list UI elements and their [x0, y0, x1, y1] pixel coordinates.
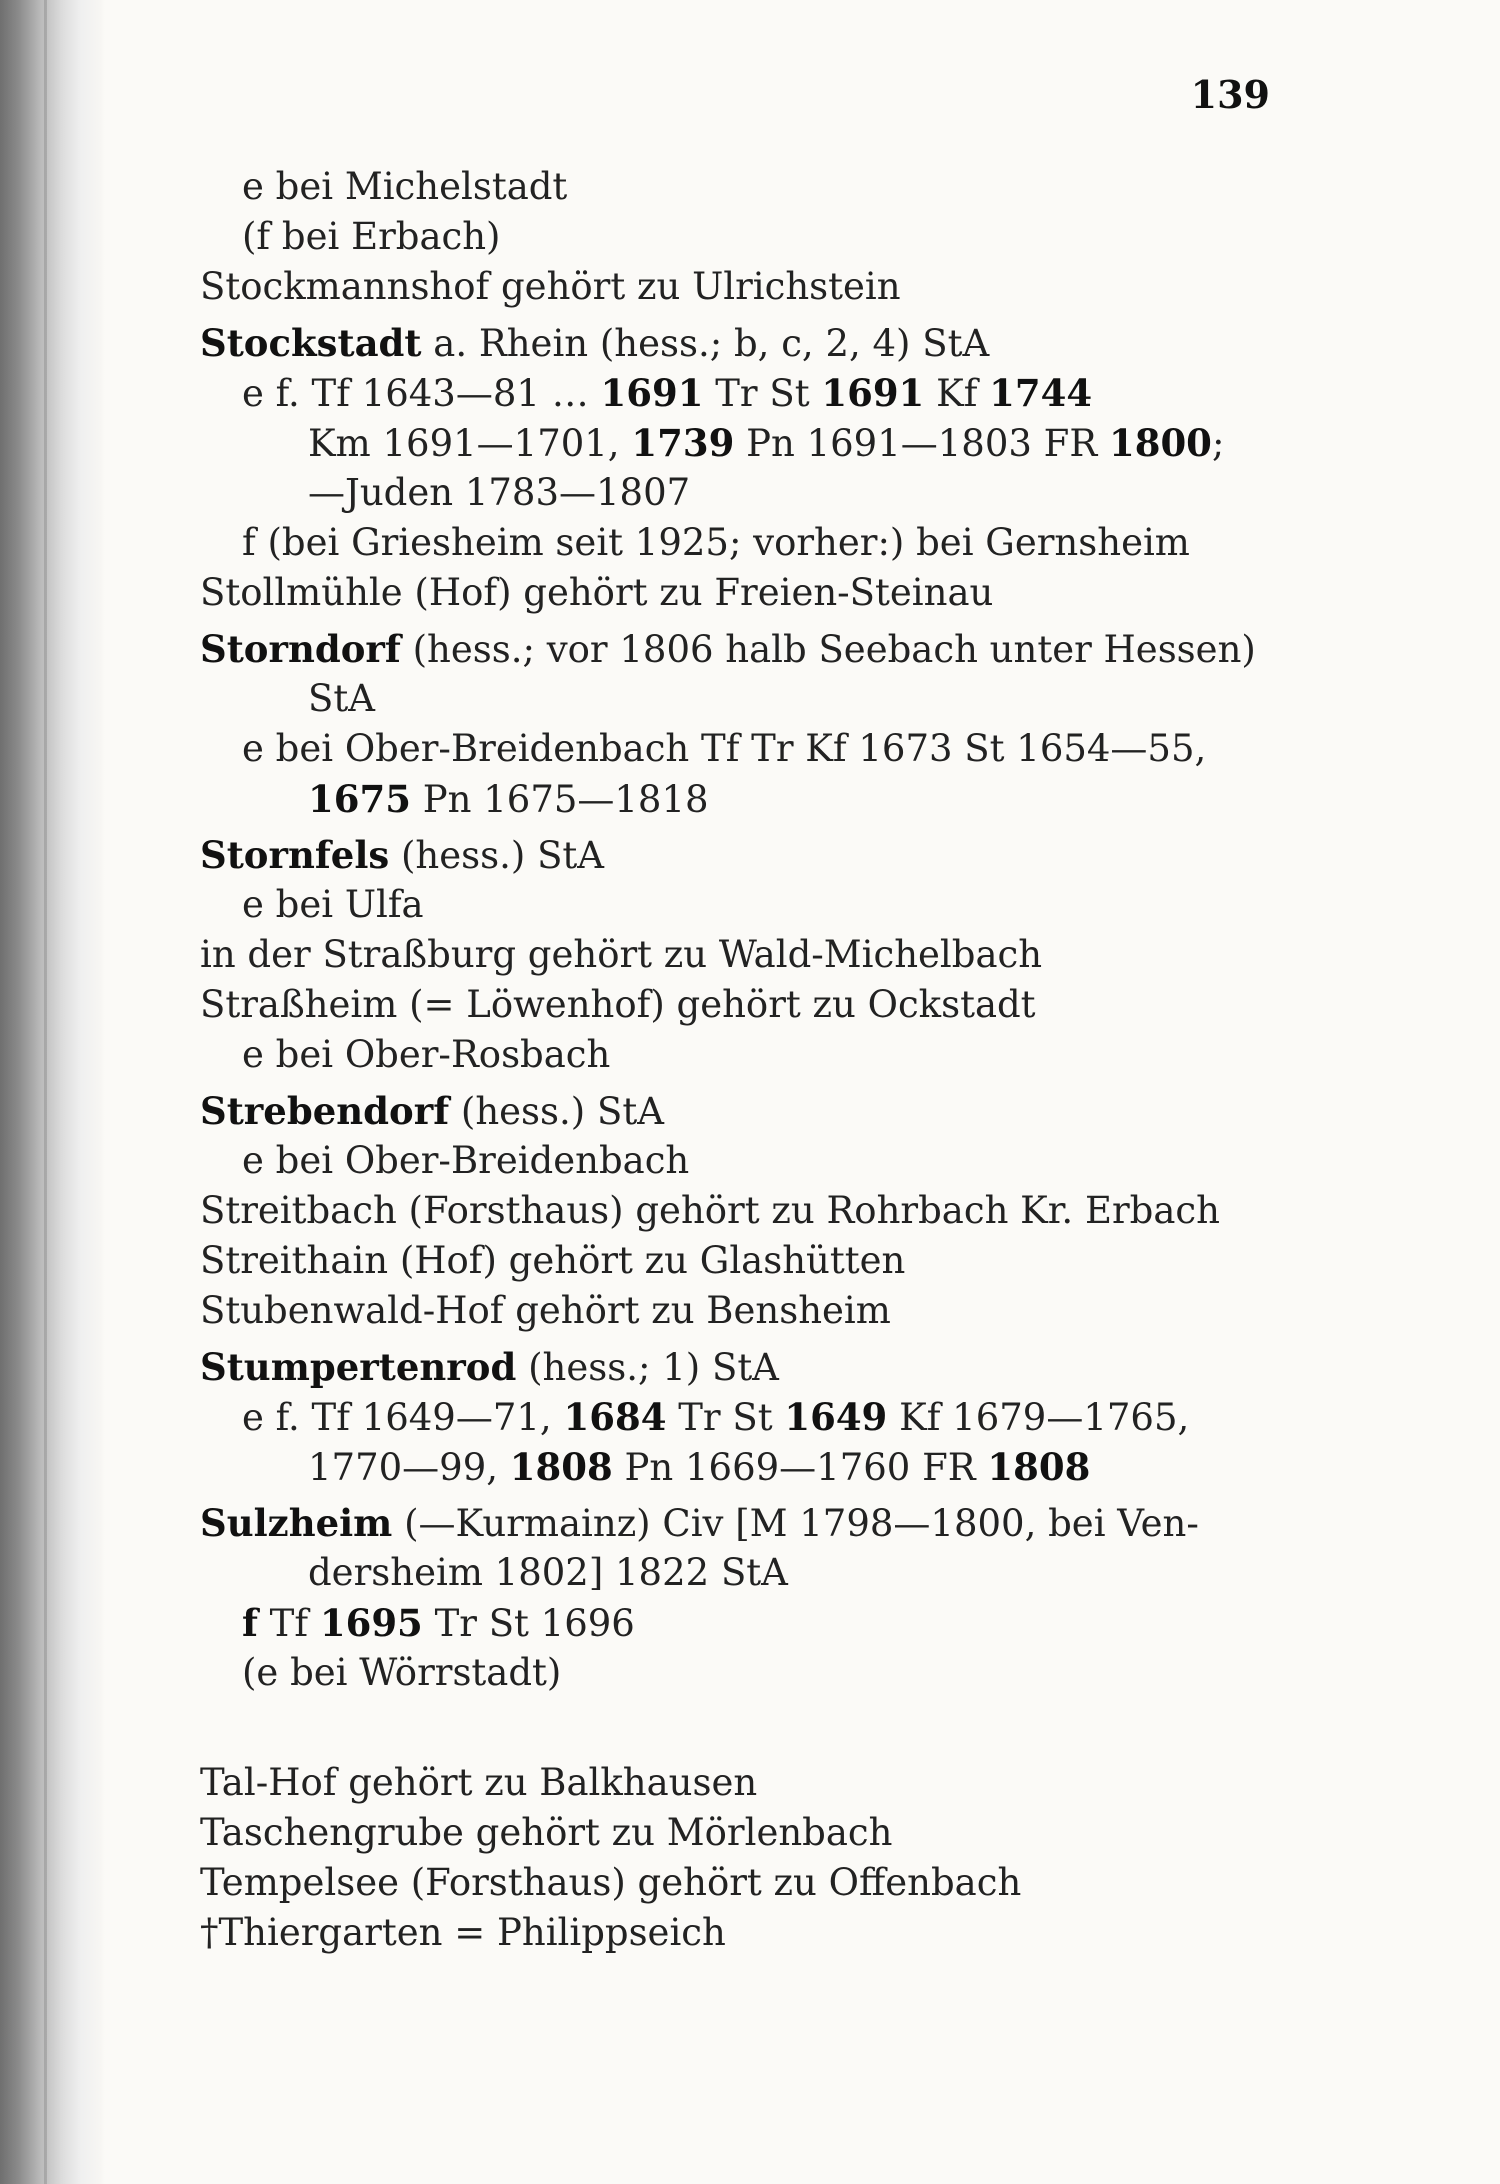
text-run: a. Rhein (hess.; b, c, 2, 4) StA: [421, 322, 990, 365]
bold-text: f: [242, 1601, 258, 1645]
text-line: [200, 674, 1280, 724]
bold-text: Storndorf: [200, 627, 401, 671]
text-run: Pn 1669—1760 FR: [612, 1446, 988, 1489]
bold-text: 1808: [509, 1445, 613, 1489]
text-run: Stockmannshof gehört zu Ulrichstein: [200, 265, 901, 308]
text-run: e bei Ober-Breidenbach: [242, 1139, 690, 1182]
text-line: [200, 1442, 1280, 1492]
bold-text: 1684: [563, 1395, 667, 1439]
text-run: in der Straßburg gehört zu Wald-Michelbach: [200, 933, 1043, 976]
text-run: Pn 1691—1803 FR: [734, 422, 1109, 465]
text-line: [200, 1086, 1280, 1136]
text-line: [200, 1498, 1280, 1548]
bold-text: 1695: [319, 1601, 423, 1645]
text-run: f (bei Griesheim seit 1925; vorher:) bei Gernsheim: [242, 521, 1190, 564]
text-line: [200, 1286, 1280, 1336]
text-line: [200, 830, 1280, 880]
text-run: e bei Ober-Rosbach: [242, 1033, 611, 1076]
bold-text: Strebendorf: [200, 1089, 450, 1133]
bold-text: 1649: [784, 1395, 888, 1439]
bold-text: 1808: [987, 1445, 1091, 1489]
text-line: [200, 1648, 1280, 1698]
bold-text: 1800: [1108, 421, 1212, 465]
bold-text: 1691: [600, 371, 704, 415]
text-line: [200, 1598, 1280, 1648]
text-line: [200, 162, 1280, 212]
text-run: (hess.; 1) StA: [516, 1346, 779, 1389]
text-run: dersheim 1802] 1822 StA: [308, 1551, 788, 1594]
text-run: Tr St 1696: [422, 1602, 635, 1645]
text-run: Streitbach (Forsthaus) gehört zu Rohrbach Kr. Erbach: [200, 1189, 1220, 1232]
text-run: (—Kurmainz) Civ [M 1798—1800, bei Ven-: [392, 1502, 1199, 1545]
text-run: Km 1691—1701,: [308, 422, 632, 465]
text-line: [200, 1548, 1280, 1598]
text-run: Kf 1679—1765,: [887, 1396, 1190, 1439]
text-run: Kf: [924, 372, 990, 415]
page-number: 139: [1190, 72, 1270, 117]
text-line: [200, 1808, 1280, 1858]
text-run: (f bei Erbach): [242, 215, 501, 258]
bold-text: 1691: [821, 371, 925, 415]
text-line: [200, 318, 1280, 368]
text-run: e bei Michelstadt: [242, 165, 568, 208]
text-line: [200, 1858, 1280, 1908]
text-run: Pn 1675—1818: [410, 778, 709, 821]
text-run: (e bei Wörrstadt): [242, 1651, 562, 1694]
text-line: [200, 568, 1280, 618]
text-run: Taschengrube gehört zu Mörlenbach: [200, 1811, 893, 1854]
text-run: Tf: [257, 1602, 320, 1645]
text-run: e bei Ulfa: [242, 883, 424, 926]
gazetteer-entries: [200, 162, 1280, 1958]
text-run: 1770—99,: [308, 1446, 510, 1489]
text-line: [200, 1758, 1280, 1808]
text-run: e f. Tf 1643—81 …: [242, 372, 601, 415]
text-run: (hess.; vor 1806 halb Seebach unter Hessen): [400, 628, 1256, 671]
text-run: Tr St: [703, 372, 822, 415]
bold-text: 1744: [989, 371, 1093, 415]
text-run: (hess.) StA: [389, 834, 605, 877]
text-line: [200, 1030, 1280, 1080]
text-run: Streithain (Hof) gehört zu Glashütten: [200, 1239, 906, 1282]
text-run: Tr St: [666, 1396, 785, 1439]
text-run: (hess.) StA: [449, 1090, 664, 1133]
book-spine-edge: [44, 0, 47, 2184]
bold-text: Sulzheim: [200, 1501, 393, 1545]
text-line: [200, 1342, 1280, 1392]
text-run: —Juden 1783—1807: [308, 471, 691, 514]
bold-text: 1739: [631, 421, 735, 465]
text-run: Tempelsee (Forsthaus) gehört zu Offenbach: [200, 1861, 1022, 1904]
book-spine-shadow: [0, 0, 105, 2184]
text-line: [200, 1186, 1280, 1236]
text-run: Straßheim (= Löwenhof) gehört zu Ockstadt: [200, 983, 1036, 1026]
text-run: e f. Tf 1649—71,: [242, 1396, 564, 1439]
text-line: [200, 262, 1280, 312]
text-line: [200, 1236, 1280, 1286]
text-run: Stollmühle (Hof) gehört zu Freien-Steinau: [200, 571, 994, 614]
text-run: ;: [1211, 422, 1225, 465]
text-line: [200, 880, 1280, 930]
text-line: [200, 468, 1280, 518]
text-run: StA: [308, 677, 375, 720]
text-line: [200, 980, 1280, 1030]
text-line: [200, 624, 1280, 674]
text-line: [200, 774, 1280, 824]
text-line: [200, 518, 1280, 568]
bold-text: Stumpertenrod: [200, 1345, 517, 1389]
bold-text: Stockstadt: [200, 321, 422, 365]
text-run: Stubenwald-Hof gehört zu Bensheim: [200, 1289, 891, 1332]
text-line: [200, 418, 1280, 468]
text-line: [200, 724, 1280, 774]
text-line: [200, 1136, 1280, 1186]
text-run: Tal-Hof gehört zu Balkhausen: [200, 1761, 758, 1804]
text-line: [200, 368, 1280, 418]
text-run: e bei Ober-Breidenbach Tf Tr Kf 1673 St 1654—55,: [242, 727, 1207, 770]
text-line: [200, 212, 1280, 262]
text-line: [200, 1392, 1280, 1442]
text-line: [200, 1908, 1280, 1958]
text-line: [200, 930, 1280, 980]
bold-text: Stornfels: [200, 833, 390, 877]
text-run: †Thiergarten = Philippseich: [200, 1911, 726, 1954]
bold-text: 1675: [308, 777, 411, 821]
